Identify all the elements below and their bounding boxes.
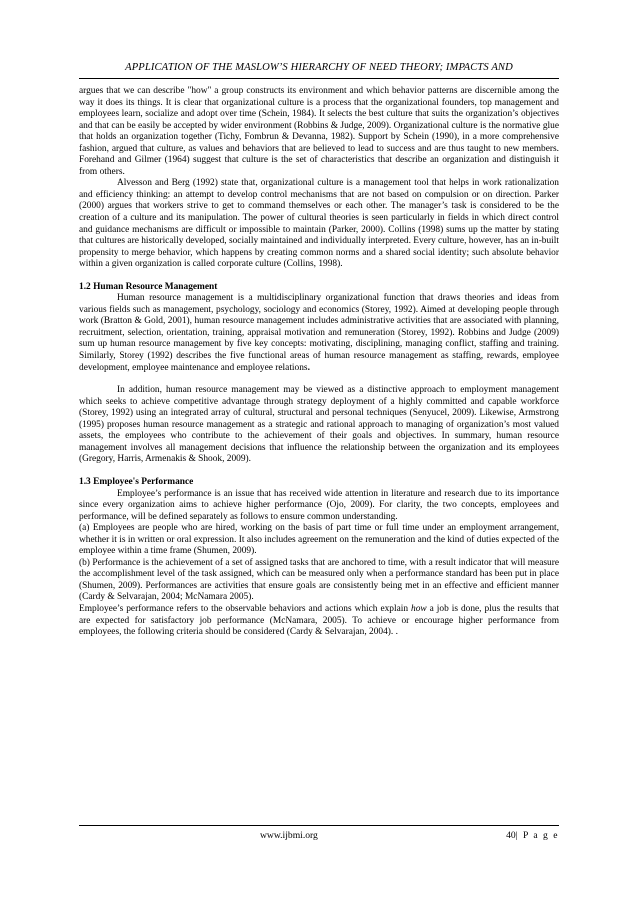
paragraph-hrm-1-end: . [307, 362, 310, 373]
paragraph-performance-2-text: Employee’s performance refers to the observable behaviors and actions which explain [79, 603, 412, 614]
definition-employees: (a) Employees are people who are hired, working on the basis of part time or full time under an employment arrangement, whether it is in written or oral expression. It also includes agreement on the remuneration and the kind of duties expected of the employee within a time frame (Shumen, 2009). [79, 523, 559, 557]
paragraph-culture-1: argues that we can describe "how" a group constructs its environment and which behavior patterns are discernible among the way it does its things. It is clear that organizational culture is a process that the organizational founders, top management and employees learn, socialize and adopt over time (Schein, 1984). It selects the best culture that suits the organization’s objectives and that can be easily be accepted by wider environment (Robbins & Judge, 2009). Organizational culture is the normative glue that holds an organization together (Tichy, Fombrun & Devanna, 1982). Support by Schein (1990), in a more comprehensive fashion, argued that culture, as values and behaviors that are believed to lead to success and are thus taught to new members. Forehand and Gilmer (1964) suggest that culture is the set of characteristics that describe an organization and distinguish it from others. [79, 86, 559, 177]
paragraph-hrm-1-text: Human resource management is a multidisciplinary organizational function that draws theories and ideas from various fields such as management, psychology, sociology and economics (Storey, 1992). Aimed at developing people through work (Bratton & Gold, 2001), human resource management includes administrative activities that are associated with planning, recruitment, selection, orientation, training, appraisal motivation and remuneration (Storey, 1992). Robbins and Judge (2009) sum up human resource management by five key concepts: motivating, disciplining, managing conflict, staffing and training. Similarly, Storey (1992) describes the five functional areas of human resource management as staffing, rewards, employee development, employee maintenance and employee relations [79, 293, 559, 373]
page-number [506, 830, 559, 841]
paragraph-performance-2-rest: a job is done, plus the results that are expected for satisfactory job performance (McNamara, 2005). To achieve or encourage higher performance from employees, the following criteria should be considered (Cardy & Selvarajan, 2004). . [79, 603, 560, 638]
section-heading-hrm: 1.2 Human Resource Management [79, 281, 218, 292]
paragraph-culture-2: Alvesson and Berg (1992) state that, organizational culture is a management tool that helps in work rationalization and efficiency thinking: an attempt to develop control mechanisms that are not based on compulsion or on direction. Parker (2000) argues that workers strive to get to command themselves or each other. The manager’s task is considered to be the creation of a culture and its manipulation. The power of cultural theories is seen particularly in fields in which direct control and guidance mechanisms are difficult or impossible to maintain (Parker, 2000). Collins (1998) sums up the matter by stating that cultures are historically developed, socially maintained and individually interpreted. Every culture, however, has an in-built propensity to merge behavior, which happens by creating common norms and a shared social identity; such absolute behavior within a given organization is called corporate culture (Collins, 1998). [79, 178, 559, 270]
section-heading-performance: 1.3 Employee's Performance [79, 476, 194, 487]
page-number-value: 40 [506, 830, 516, 841]
paragraph-performance-1: Employee’s performance is an issue that has received wide attention in literature and research due to its importance since every organization aims to achieve higher performance (Ojo, 2009). For clarity, the two concepts, employees and performance, will be defined separately as follows to ensure common understanding. [79, 488, 559, 522]
paragraph-hrm-1 [79, 293, 559, 374]
paragraph-performance-2 [79, 604, 559, 639]
paragraph-hrm-2: In addition, human resource management may be viewed as a distinctive approach to employment management which seeks to achieve competitive advantage through strategy deployment of a highly committed and capable workforce (Storey, 1992) using an integrated array of cultural, structural and personal techniques (Senyucel, 2009). Likewise, Armstrong (1995) proposes human resource management as a strategic and rational approach to managing of organization’s most valued assets, the employees who contribute to the achievement of their goals and objectives. In summary, human resource management involves all management decisions that influence the relationship between the organization and its employees (Gregory, Harris, Armenakis & Shook, 2009). [79, 385, 559, 465]
journal-url: www.ijbmi.org [260, 830, 318, 841]
footer-divider [79, 825, 559, 826]
header-divider [79, 78, 559, 79]
page-label: | P a g e [515, 830, 559, 841]
running-header: APPLICATION OF THE MASLOW’S HIERARCHY OF NEED THEORY; IMPACTS AND [125, 62, 513, 73]
article-body [79, 86, 559, 639]
definition-performance: (b) Performance is the achievement of a set of assigned tasks that are anchored to time, with a result indicator that will measure the accomplishment level of the task assigned, which can be measured only when a performance standard has been put in place (Shumen, 2009). Performances are activities that ensure goals are consistently being met in an effective and efficient manner (Cardy & Selvarajan, 2004; McNamara 2005). [79, 557, 559, 603]
emphasis-how: how [411, 603, 427, 614]
